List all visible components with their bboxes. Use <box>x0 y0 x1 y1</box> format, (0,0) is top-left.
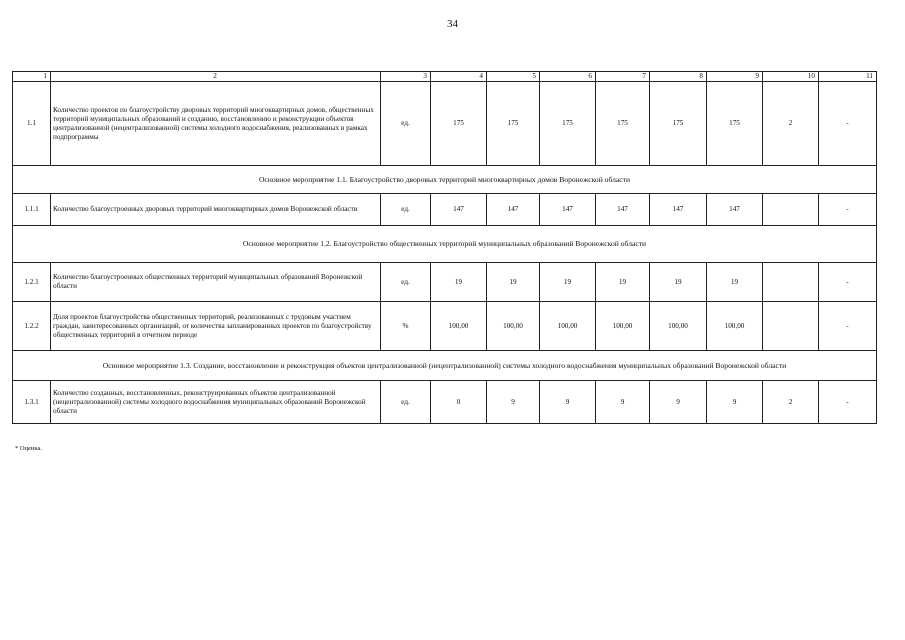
indicator-unit: ед. <box>381 381 431 424</box>
indicator-number: 1.2.2 <box>13 302 51 351</box>
indicator-unit: ед. <box>381 194 431 226</box>
column-number-cell: 10 <box>763 72 819 82</box>
indicator-number: 1.1 <box>13 82 51 166</box>
activity-section-title: Основное мероприятие 1.1. Благоустройство дворовых территорий многоквартирных домов Воронежской области <box>13 166 877 194</box>
indicator-value: 19 <box>487 263 540 302</box>
indicator-unit: % <box>381 302 431 351</box>
activity-section-title: Основное мероприятие 1.3. Создание, восстановление и реконструкция объектов централизованной (нецентрализованной) системы холодного водоснабжения муниципальных образований Воронежской области <box>13 351 877 381</box>
indicator-value: 175 <box>487 82 540 166</box>
indicator-value: 100,00 <box>650 302 707 351</box>
indicator-value: 19 <box>540 263 596 302</box>
indicator-unit: ед. <box>381 82 431 166</box>
indicator-value: 100,00 <box>596 302 650 351</box>
indicator-row <box>13 302 877 351</box>
indicator-value: - <box>819 194 877 226</box>
activity-section-row <box>13 226 877 263</box>
indicator-value: 147 <box>431 194 487 226</box>
indicator-value: 175 <box>596 82 650 166</box>
indicator-value: 175 <box>540 82 596 166</box>
indicator-name: Количество проектов по благоустройству дворовых территорий многоквартирных домов, общественных территорий муниципальных образований и созданию, восстановлению и реконструкции объектов централизованной (нецентрализованной) системы холодного водоснабжения, реализованных в рамках подпрограммы <box>51 82 381 166</box>
indicator-value: 175 <box>707 82 763 166</box>
column-number-cell: 11 <box>819 72 877 82</box>
activity-section-row <box>13 351 877 381</box>
indicator-value: 19 <box>650 263 707 302</box>
column-number-cell: 9 <box>707 72 763 82</box>
indicator-value: 0 <box>431 381 487 424</box>
indicator-value: 147 <box>487 194 540 226</box>
footnote: * Оценка. <box>15 445 42 452</box>
indicator-value: 100,00 <box>487 302 540 351</box>
column-number-cell: 8 <box>650 72 707 82</box>
activity-section-title: Основное мероприятие 1.2. Благоустройство общественных территорий муниципальных образований Воронежской области <box>13 226 877 263</box>
column-number-cell: 5 <box>487 72 540 82</box>
indicator-value: 100,00 <box>431 302 487 351</box>
indicator-value: 100,00 <box>540 302 596 351</box>
indicator-value: - <box>819 381 877 424</box>
indicators-table <box>12 71 877 424</box>
indicator-value: 2 <box>763 381 819 424</box>
indicator-row <box>13 263 877 302</box>
indicator-value: 19 <box>707 263 763 302</box>
indicator-value: 19 <box>596 263 650 302</box>
page-number: 34 <box>447 18 458 30</box>
column-number-cell: 3 <box>381 72 431 82</box>
indicator-value: 147 <box>540 194 596 226</box>
table-body <box>13 72 877 424</box>
indicator-value: 9 <box>650 381 707 424</box>
column-number-cell: 7 <box>596 72 650 82</box>
indicator-value: 147 <box>707 194 763 226</box>
indicator-value: 147 <box>650 194 707 226</box>
indicator-unit: ед. <box>381 263 431 302</box>
indicator-name: Количество благоустроенных общественных территорий муниципальных образований Воронежской области <box>51 263 381 302</box>
indicator-value <box>763 194 819 226</box>
indicator-row <box>13 381 877 424</box>
indicator-row <box>13 82 877 166</box>
indicator-value: - <box>819 82 877 166</box>
indicator-value: 2 <box>763 82 819 166</box>
indicator-name: Количество созданных, восстановленных, реконструированных объектов централизованной (нецентрализованной) системы холодного водоснабжения муниципальных образований Воронежской области <box>51 381 381 424</box>
indicator-number: 1.2.1 <box>13 263 51 302</box>
indicator-value: 9 <box>540 381 596 424</box>
indicator-row <box>13 194 877 226</box>
indicator-value: 19 <box>431 263 487 302</box>
indicator-value: 147 <box>596 194 650 226</box>
indicator-value <box>763 263 819 302</box>
column-number-cell: 1 <box>13 72 51 82</box>
indicator-value: - <box>819 263 877 302</box>
indicator-value <box>763 302 819 351</box>
indicator-value: 100,00 <box>707 302 763 351</box>
column-number-cell: 4 <box>431 72 487 82</box>
activity-section-row <box>13 166 877 194</box>
column-number-row <box>13 72 877 82</box>
column-number-cell: 6 <box>540 72 596 82</box>
indicator-number: 1.1.1 <box>13 194 51 226</box>
indicator-value: 175 <box>431 82 487 166</box>
indicator-value: 9 <box>487 381 540 424</box>
indicator-value: 9 <box>596 381 650 424</box>
indicator-value: 175 <box>650 82 707 166</box>
column-number-cell: 2 <box>51 72 381 82</box>
indicator-value: - <box>819 302 877 351</box>
indicator-number: 1.3.1 <box>13 381 51 424</box>
indicator-name: Доля проектов благоустройства общественных территорий, реализованных с трудовым участием граждан, заинтересованных организаций, от количества запланированных проектов по благоустройству общественных территорий в отчетном периоде <box>51 302 381 351</box>
indicator-value: 9 <box>707 381 763 424</box>
indicator-name: Количество благоустроенных дворовых территорий многоквартирных домов Воронежской области <box>51 194 381 226</box>
